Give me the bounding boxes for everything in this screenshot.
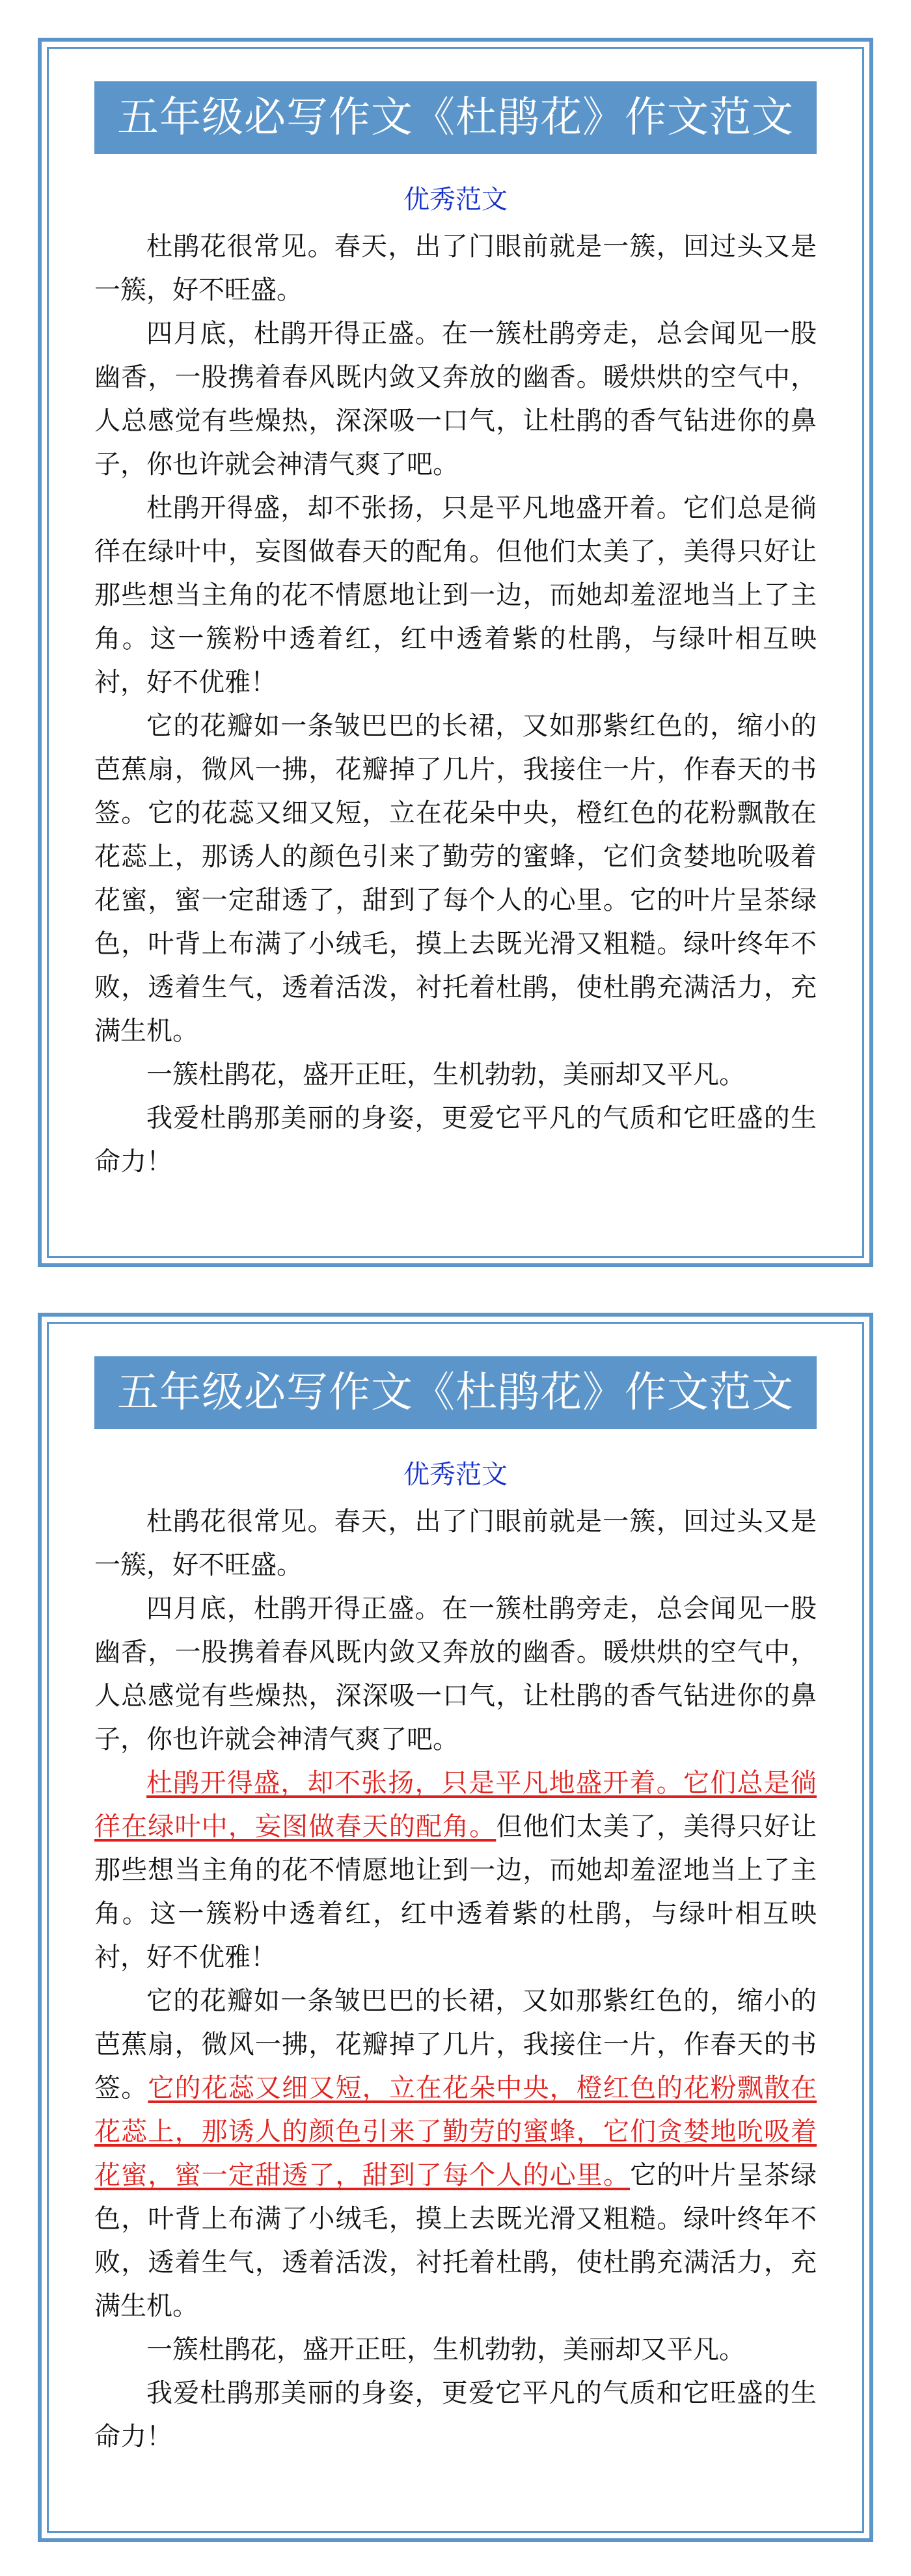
essay-paragraph	[94, 1762, 817, 1979]
essay-paragraph: 我爱杜鹃那美丽的身姿，更爱它平凡的气质和它旺盛的生命力！	[94, 2378, 817, 2452]
essay-card-annotated	[38, 1313, 873, 2542]
essay-paragraph: 杜鹃花很常见。春天，出了门眼前就是一簇，回过头又是一簇，好不旺盛。	[94, 232, 817, 305]
essay-paragraph	[94, 1979, 817, 2328]
essay-paragraph: 杜鹃开得盛，却不张扬，只是平凡地盛开着。它们总是徜徉在绿叶中，妄图做春天的配角。但他们太美了，美得只好让那些想当主角的花不情愿地让到一边，而她却羞涩地当上了主角。这一簇粉中透着红，红中透着紫的杜鹃，与绿叶相互映衬，好不优雅！	[94, 493, 817, 697]
essay-card-plain	[38, 38, 873, 1267]
highlighted-sentence: 杜鹃开得盛，却不张扬，只是平凡地盛开着。它们总是徜徉在绿叶中，妄图做春天的配角。	[94, 1768, 817, 1842]
essay-paragraph: 杜鹃花很常见。春天，出了门眼前就是一簇，回过头又是一簇，好不旺盛。	[94, 1507, 817, 1580]
essay-paragraph: 我爱杜鹃那美丽的身姿，更爱它平凡的气质和它旺盛的生命力！	[94, 1103, 817, 1177]
paragraph-text: 它的花瓣如一条皱巴巴的长裙，又如那紫红色的，缩小的芭蕉扇，微风一拂，花瓣掉了几片，我接住一片，作春天的书签。	[94, 1986, 817, 2103]
essay-paragraph: 一簇杜鹃花，盛开正旺，生机勃勃，美丽却又平凡。	[146, 2335, 745, 2365]
card-inner-frame	[47, 1322, 864, 2533]
essay-subtitle: 优秀范文	[403, 185, 508, 215]
card-inner-frame	[47, 47, 864, 1258]
essay-paragraph: 四月底，杜鹃开得正盛。在一簇杜鹃旁走，总会闻见一股幽香，一股携着春风既内敛又奔放的幽香。暖烘烘的空气中，人总感觉有些燥热，深深吸一口气，让杜鹃的香气钻进你的鼻子，你也许就会神清气爽了吧。	[94, 1594, 817, 1754]
essay-paragraph: 一簇杜鹃花，盛开正旺，生机勃勃，美丽却又平凡。	[146, 1060, 745, 1090]
highlighted-sentence: 它的花蕊又细又短，立在花朵中央，橙红色的花粉飘散在花蕊上，那诱人的颜色引来了勤劳的蜜蜂，它们贪婪地吮吸着花蜜，蜜一定甜透了，甜到了每个人的心里。	[94, 2073, 817, 2190]
paragraph-text: 它的叶片呈茶绿色，叶背上布满了小绒毛，摸上去既光滑又粗糙。绿叶终年不败，透着生气，透着活泼，衬托着杜鹃，使杜鹃充满活力，充满生机。	[94, 2160, 817, 2321]
essay-paragraph: 四月底，杜鹃开得正盛。在一簇杜鹃旁走，总会闻见一股幽香，一股携着春风既内敛又奔放的幽香。暖烘烘的空气中，人总感觉有些燥热，深深吸一口气，让杜鹃的香气钻进你的鼻子，你也许就会神清气爽了吧。	[94, 319, 817, 479]
essay-title: 五年级必写作文《杜鹃花》作文范文	[94, 81, 817, 154]
essay-paragraph: 它的花瓣如一条皱巴巴的长裙，又如那紫红色的，缩小的芭蕉扇，微风一拂，花瓣掉了几片，我接住一片，作春天的书签。它的花蕊又细又短，立在花朵中央，橙红色的花粉飘散在花蕊上，那诱人的颜色引来了勤劳的蜜蜂，它们贪婪地吮吸着花蜜，蜜一定甜透了，甜到了每个人的心里。它的叶片呈茶绿色，叶背上布满了小绒毛，摸上去既光滑又粗糙。绿叶终年不败，透着生气，透着活泼，衬托着杜鹃，使杜鹃充满活力，充满生机。	[94, 711, 817, 1046]
essay-title: 五年级必写作文《杜鹃花》作文范文	[94, 1356, 817, 1429]
essay-subtitle: 优秀范文	[403, 1460, 508, 1490]
paragraph-text: 但他们太美了，美得只好让那些想当主角的花不情愿地让到一边，而她却羞涩地当上了主角。这一簇粉中透着红，红中透着紫的杜鹃，与绿叶相互映衬，好不优雅！	[94, 1812, 817, 1972]
